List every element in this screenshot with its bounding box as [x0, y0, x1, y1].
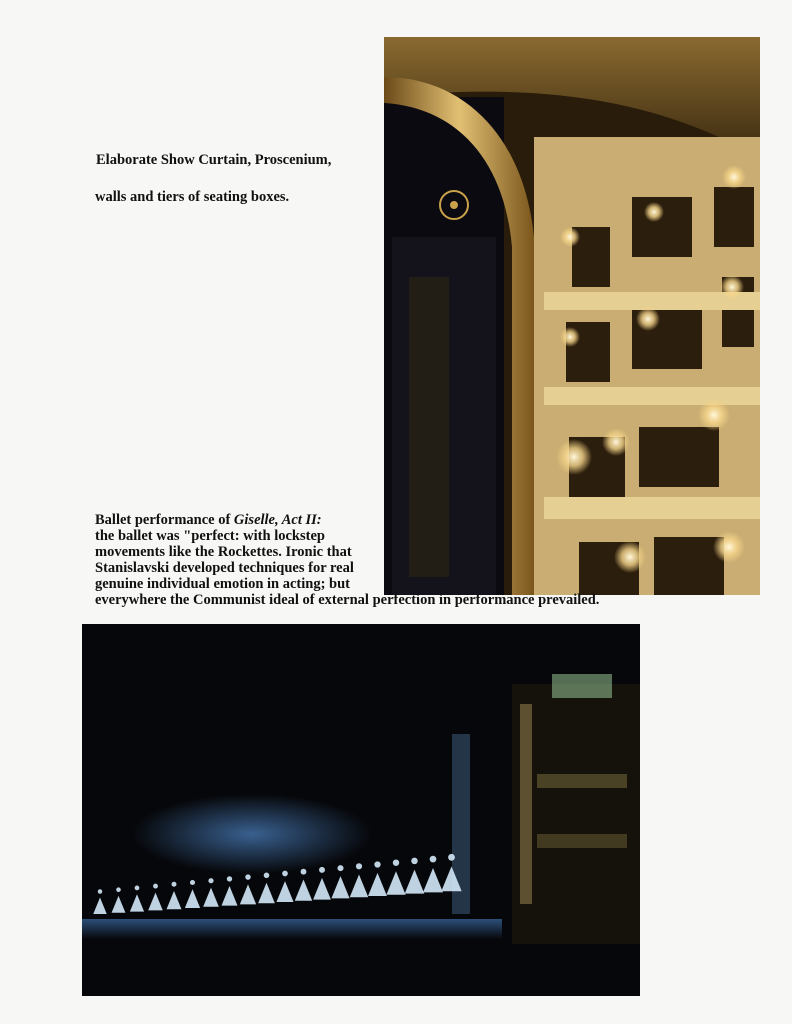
- ballet-caption-line-5: everywhere the Communist ideal of external perfection in performance prevailed.: [95, 592, 600, 608]
- ballet-caption-prefix: Ballet performance of: [95, 512, 234, 528]
- dancer-head: [337, 865, 343, 871]
- dancer-head: [190, 880, 195, 885]
- dancer-head: [411, 858, 418, 865]
- dancer-head: [227, 876, 232, 881]
- ballet-caption-line-2: movements like the Rockettes. Ironic that: [95, 544, 352, 560]
- dancer-head: [301, 869, 307, 875]
- dancer-head: [282, 871, 288, 877]
- dancer-head: [172, 882, 177, 887]
- dancer-head: [356, 863, 362, 869]
- dancer-head: [245, 874, 250, 879]
- dancer-head: [208, 878, 213, 883]
- dancer-head: [393, 859, 399, 865]
- ballet-performance-image: [82, 624, 640, 996]
- dancer-head: [448, 854, 455, 861]
- ballet-caption-line-4: genuine individual emotion in acting; but: [95, 576, 351, 592]
- dancer-head: [430, 856, 437, 863]
- dancer-head: [98, 889, 103, 894]
- dancer-head: [374, 861, 380, 867]
- dancer-head: [135, 886, 140, 891]
- dancer-head: [264, 873, 270, 879]
- dancer-head: [116, 887, 121, 892]
- ballet-caption: [95, 512, 599, 608]
- ballet-title: Giselle, Act II:: [233, 512, 322, 528]
- theater-caption-line-2: walls and tiers of seating boxes.: [95, 189, 290, 205]
- ballet-caption-heading: [95, 512, 599, 528]
- ballet-caption-line-1: the ballet was "perfect: with lockstep: [95, 528, 325, 544]
- dancer-head: [319, 867, 325, 873]
- ballet-performance-photo: [82, 624, 640, 996]
- ballet-caption-line-3: Stanislavski developed techniques for real: [95, 560, 354, 576]
- dancer-head: [153, 884, 158, 889]
- theater-caption-line-1: Elaborate Show Curtain, Proscenium,: [96, 152, 332, 168]
